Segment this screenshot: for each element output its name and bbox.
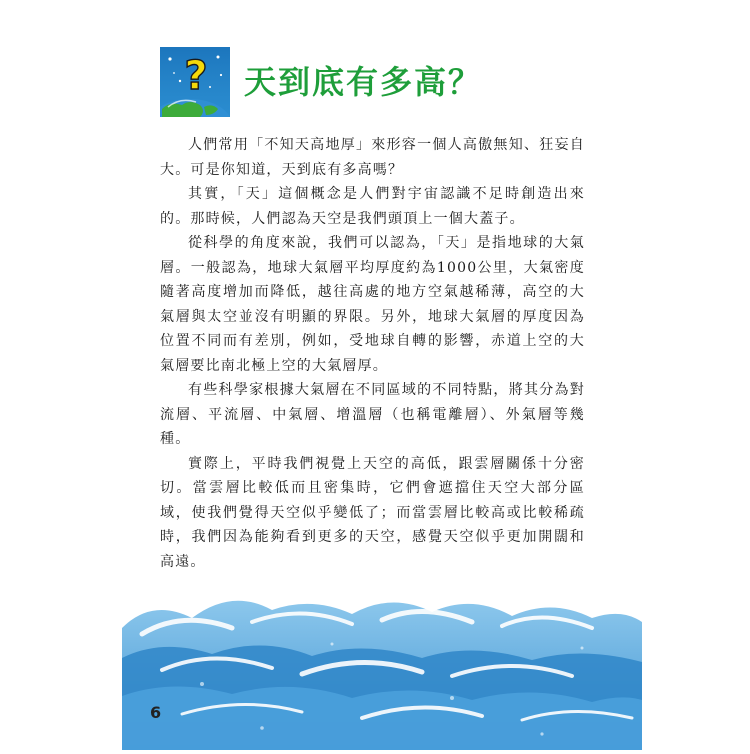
paragraph: 其實，「天」這個概念是人們對宇宙認識不足時創造出來的。那時候，人們認為天空是我們頭頂上一個大蓋子。 (160, 186, 585, 227)
question-mark-earth-icon (160, 47, 230, 117)
svg-text:?: ? (184, 53, 208, 99)
paragraph: 實際上，平時我們視覺上天空的高低，跟雲層關係十分密切。當雲層比較低而且密集時，它們會遮擋住天空大部分區域，使我們覺得天空似乎變低了；而當雲層比較高或比較稀疏時，我們因為能夠看到更多的天空，感覺天空似乎更加開闊和高遠。 (160, 455, 585, 570)
paragraph: 從科學的角度來說，我們可以認為，「天」是指地球的大氣層。一般認為，地球大氣層平均厚度約為1000公里，大氣密度隨著高度增加而降低，越往高處的地方空氣越稀薄，高空的大氣層與太空並沒有明顯的界限。另外，地球大氣層的厚度因為位置不同而有差別，例如，受地球自轉的影響，赤道上空的大氣層要比南北極上空的大氣層厚。 (160, 235, 585, 374)
paragraph: 人們常用「不知天高地厚」來形容一個人高傲無知、狂妄自大。可是你知道，天到底有多高嗎？ (160, 137, 585, 178)
page-title: 天到底有多高？ (244, 63, 483, 101)
article-body (160, 133, 585, 574)
paragraph: 有些科學家根據大氣層在不同區域的不同特點，將其分為對流層、平流層、中氣層、增溫層（也稱電離層）、外氣層等幾種。 (160, 382, 585, 447)
sky-wave-illustration (122, 588, 642, 750)
page-number: 6 (150, 703, 162, 722)
section-header (160, 47, 482, 117)
